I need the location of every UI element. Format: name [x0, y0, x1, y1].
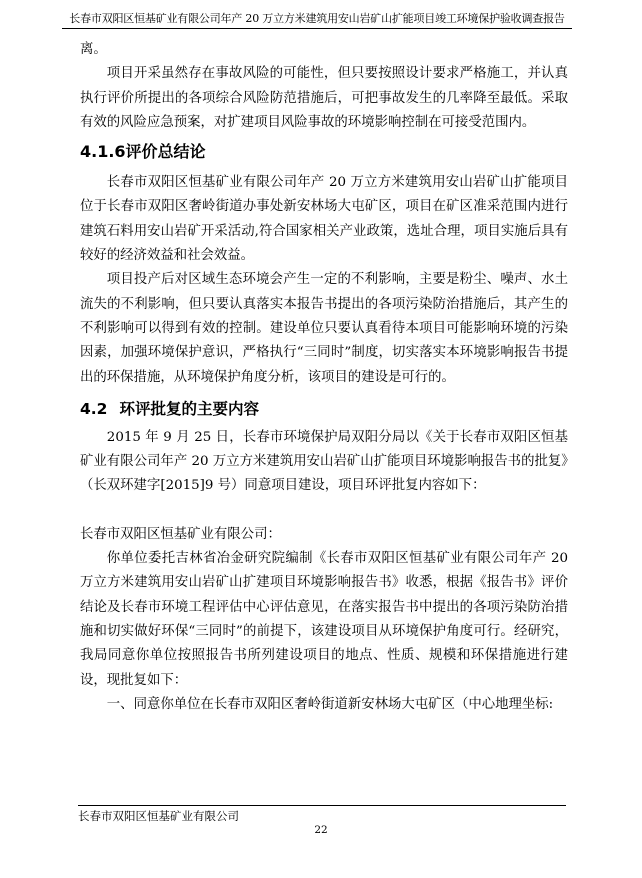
blank-line: [80, 499, 568, 523]
paragraph-risk: 项目开采虽然存在事故风险的可能性，但只要按照设计要求严格施工，并认真执行评价所提出的各项综合风险防范措施后，可把事故发生的几率降至最低。采取有效的风险应急预案，对扩建项目风险事故的环境影响控制在可接受范围内。: [80, 66, 568, 130]
paragraph-impact-conclusion: 项目投产后对区域生态环境会产生一定的不利影响，主要是粉尘、噪声、水土流失的不利影响，但只要认真落实本报告书提出的各项污染防治措施后，其产生的不利影响可以得到有效的控制。建设单位只要认真看待本项目可能影响环境的污染因素，加强环境保护意识，严格执行“三同时”制度，切实落实本环境影响报告书提出的环保措施，从环境保护角度分析，该项目的建设是可行的。: [80, 272, 568, 385]
footer-divider: [78, 805, 566, 806]
paragraph-project-location: 长春市双阳区恒基矿业有限公司年产 20 万立方米建筑用安山岩矿山扩能项目位于长春市双阳区奢岭街道办事处新安林场大屯矿区，项目在矿区准采范围内进行建筑石料用安山岩矿开采活动,符合国家相关产业政策，选址合理，项目实施后具有较好的经济效益和社会效益。: [80, 175, 568, 264]
paragraph-continuation: 离。: [80, 42, 107, 57]
paragraph-addressee: 长春市双阳区恒基矿业有限公司：: [80, 526, 281, 542]
paragraph-approval-intro: 2015 年 9 月 25 日，长春市环境保护局双阳分局以《关于长春市双阳区恒基矿业有限公司年产 20 万立方米建筑用安山岩矿山扩能项目环境影响报告书的批复》（长双环建字[2015]9 号）同意项目建设，项目环评批复内容如下：: [80, 429, 568, 494]
section-heading-4-1-6: 4.1.6评价总结论: [80, 142, 206, 162]
paragraph-approval-body: 你单位委托吉林省冶金研究院编制《长春市双阳区恒基矿业有限公司年产 20 万立方米建筑用安山岩矿山扩建项目环境影响报告书》收悉，根据《报告书》评价结论及长春市环境工程评估中心评估意见，在落实报告书中提出的各项污染防治措施和切实做好环保“三同时”的前提下，该建设项目从环境保护角度可行。经研究，我局同意你单位按照报告书所列建设项目的地点、性质、规模和环保措施进行建设，现批复如下：: [80, 551, 568, 688]
paragraph-approval-item-1: 一、同意你单位在长春市双阳区奢岭街道新安林场大屯矿区（中心地理坐标:: [106, 696, 554, 712]
section-heading-4-2: [80, 398, 568, 420]
running-header: 长春市双阳区恒基矿业有限公司年产 20 万立方米建筑用安山岩矿山扩能项目竣工环境保护验收调查报告: [69, 12, 565, 25]
document-body: [80, 38, 568, 717]
header-divider: [62, 28, 572, 29]
footer-company: 长春市双阳区恒基矿业有限公司: [78, 809, 239, 823]
section-number: 4.2: [80, 399, 108, 418]
section-title: 环评批复的主要内容: [119, 399, 259, 418]
page-number: 22: [314, 824, 328, 836]
